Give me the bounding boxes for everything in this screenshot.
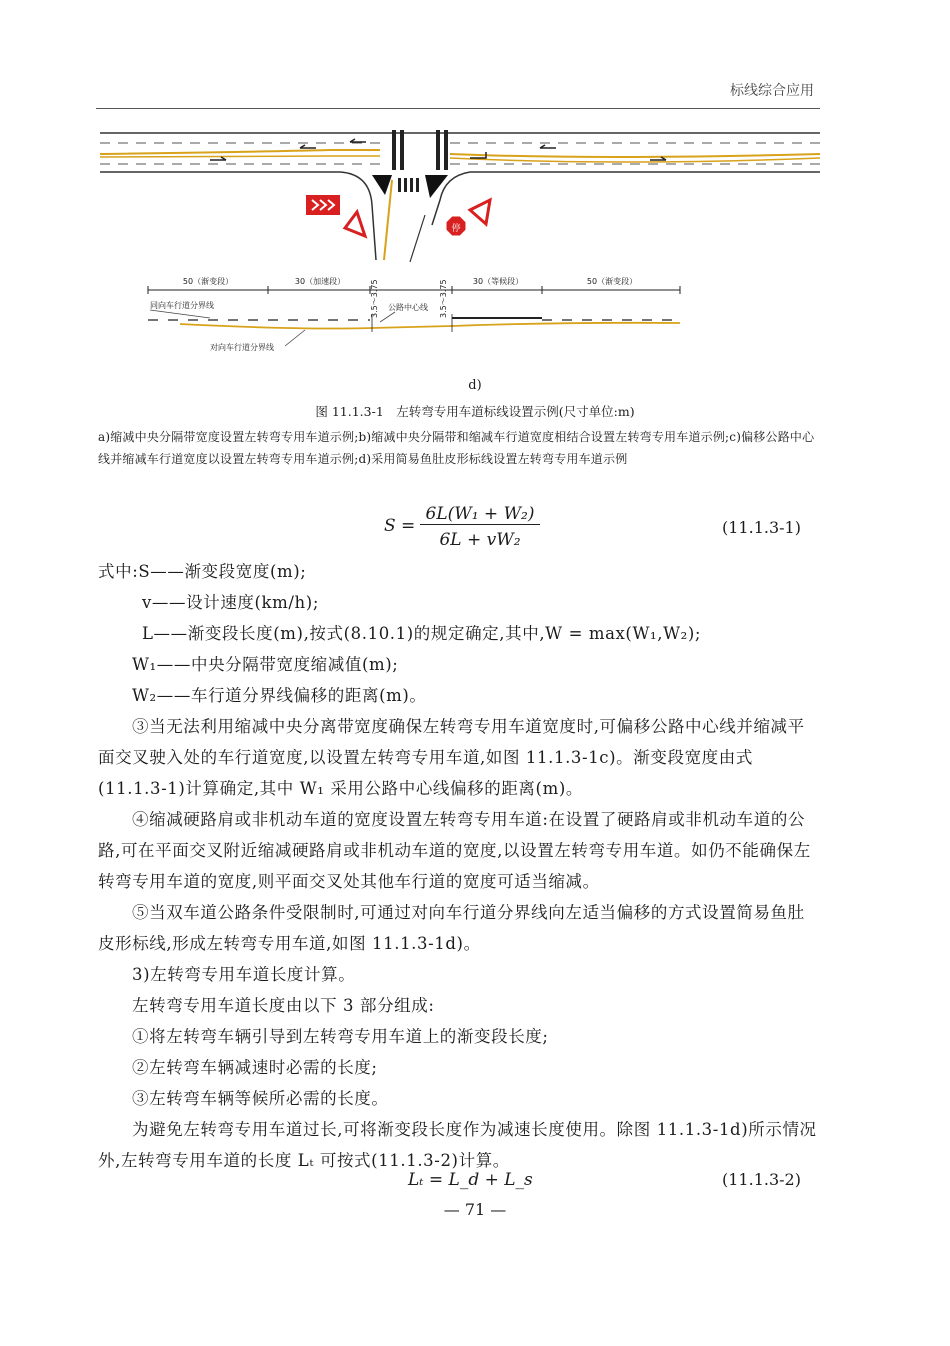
definition-w1: W₁——中央分隔带宽度缩减值(m);: [132, 655, 399, 674]
definition-w2: W₂——车行道分界线偏移的距离(m)。: [132, 686, 427, 705]
dim-vertical-2: 3.5～3.75: [439, 279, 448, 318]
list-item-3: ③左转弯车辆等候所必需的长度。: [132, 1089, 389, 1108]
list-item-2: ②左转弯车辆减速时必需的长度;: [132, 1058, 378, 1077]
formula-2: Lₜ = L_d + L_s: [408, 1170, 533, 1190]
definition-l: L——渐变段长度(m),按式(8.10.1)的规定确定,其中,W = max(W₁,W₂);: [142, 624, 702, 643]
body-paragraphs: [98, 711, 820, 1176]
formula-2-number: (11.1.3-2): [722, 1170, 801, 1189]
definition-s: 式中:S——渐变段宽度(m);: [98, 562, 307, 581]
dim-label-taper-2: 50（渐变段）: [586, 277, 638, 286]
definition-v: v——设计速度(km/h);: [142, 593, 319, 612]
section-heading-3: 3)左转弯专用车道长度计算。: [132, 965, 356, 984]
label-same-direction: 同向车行道分界线: [150, 301, 214, 310]
label-centerline: 公路中心线: [388, 303, 428, 312]
header-title: 标线综合应用: [730, 83, 814, 99]
paragraph-4: ④缩减硬路肩或非机动车道的宽度设置左转弯专用车道:在设置了硬路肩或非机动车道的公路,可在平面交叉附近缩减硬路肩或非机动车道的宽度,以设置左转弯专用车道。如仍不能确保左转弯专用车道的宽度,则平面交叉处其他车行道的宽度可适当缩减。: [98, 810, 811, 891]
paragraph-length: 为避免左转弯专用车道过长,可将渐变段长度作为减速长度使用。除图 11.1.3-1d)所示情况外,左转弯专用车道的长度 Lₜ 可按式(11.1.3-2)计算。: [98, 1120, 817, 1170]
paragraph-5: ⑤当双车道公路条件受限制时,可通过对向车行道分界线向左适当偏移的方式设置简易鱼肚皮形标线,形成左转弯专用车道,如图 11.1.3-1d)。: [98, 903, 805, 953]
stop-sign-text: 停: [451, 224, 461, 234]
formula-1-number: (11.1.3-1): [722, 518, 801, 537]
list-item-1: ①将左转弯车辆引导到左转弯专用车道上的渐变段长度;: [132, 1027, 549, 1046]
figure-sub-label: d): [468, 378, 482, 393]
intersection-figure: [0, 0, 950, 380]
dim-vertical-1: 3.5～3.75: [370, 279, 379, 318]
dim-label-wait: 30（等候段）: [472, 277, 524, 286]
definitions: [98, 556, 820, 711]
dim-label-taper-1: 50（渐变段）: [182, 277, 234, 286]
page-number: — 71 —: [443, 1200, 507, 1219]
formula-1-denominator: 6L + vW₂: [439, 530, 521, 550]
figure-caption: 图 11.1.3-1 左转弯专用车道标线设置示例(尺寸单位:m): [315, 404, 635, 419]
paragraph-3: ③当无法利用缩减中央分离带宽度确保左转弯专用车道宽度时,可偏移公路中心线并缩减平面交叉驶入处的车行道宽度,以设置左转弯专用车道,如图 11.1.3-1c)。渐变段宽度由式(11.1.3-1)计算确定,其中 W₁ 采用公路中心线偏移的距离(m)。: [98, 717, 805, 798]
label-opposite-direction: 对向车行道分界线: [210, 343, 274, 352]
dim-label-accel: 30（加速段）: [294, 277, 346, 286]
formula-1-lhs: S =: [384, 516, 416, 536]
paragraph-composition: 左转弯专用车道长度由以下 3 部分组成:: [132, 996, 435, 1015]
figure-description: a)缩减中央分隔带宽度设置左转弯专用车道示例;b)缩减中央分隔带和缩减车行道宽度相结合设置左转弯专用车道示例;c)偏移公路中心线并缩减车行道宽度以设置左转弯专用车道示例;d)采用简易鱼肚皮形标线设置左转弯专用车道示例: [98, 430, 815, 466]
formula-1-numerator: 6L(W₁ + W₂): [420, 504, 540, 525]
